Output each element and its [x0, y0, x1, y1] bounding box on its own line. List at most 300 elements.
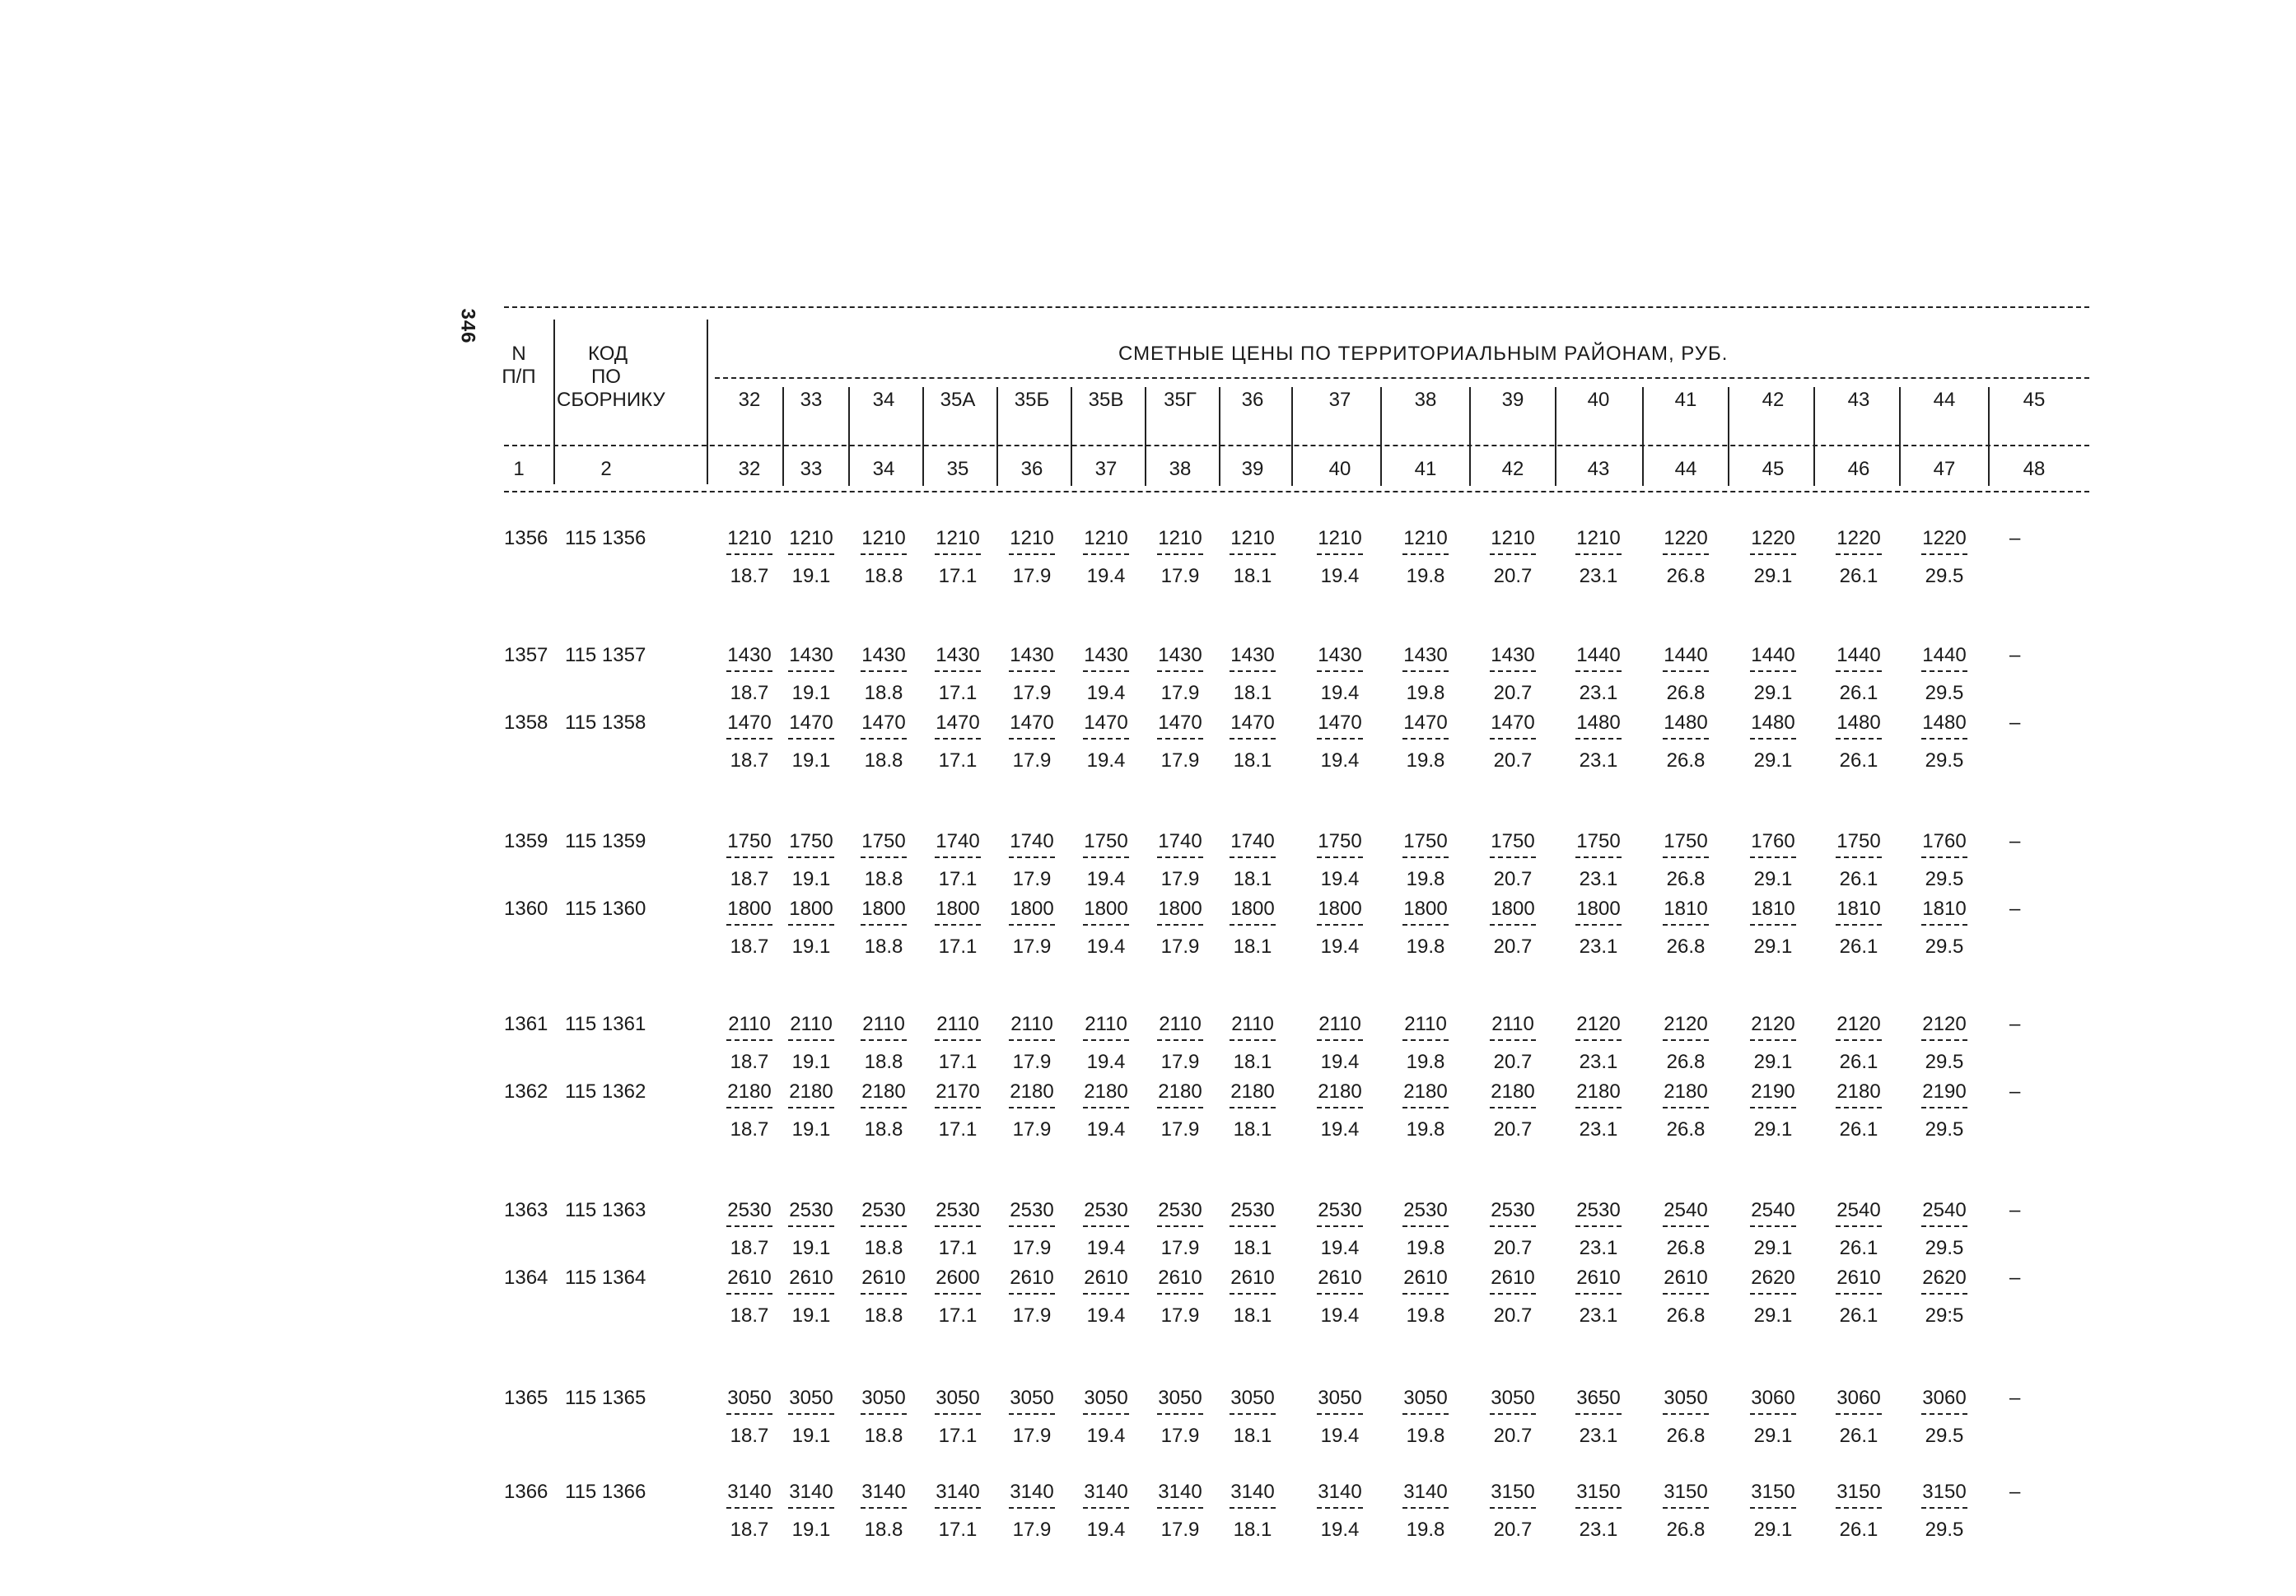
fraction-bar	[1083, 1413, 1129, 1415]
price-value: 1210	[1318, 527, 1362, 549]
price-value: 3050	[727, 1387, 772, 1409]
district-divider	[1219, 387, 1220, 486]
empty-column-dash: –	[2009, 830, 2021, 852]
mass-value: 26.8	[1666, 1519, 1706, 1541]
price-value: 1800	[789, 898, 833, 920]
mass-value: 29.5	[1925, 682, 1964, 704]
empty-column-dash: –	[2009, 1387, 2021, 1409]
price-cell	[1743, 1388, 1803, 1446]
mass-value: 17.9	[1012, 682, 1052, 704]
fraction-bar	[1921, 738, 1967, 740]
fraction-bar	[1157, 856, 1203, 858]
district-label: 35А	[940, 389, 976, 411]
price-value: 1220	[1836, 527, 1881, 549]
fraction-bar	[1083, 670, 1129, 672]
page-number: 346	[456, 308, 479, 344]
price-value: 2530	[727, 1199, 772, 1221]
price-value: 1220	[1922, 527, 1967, 549]
column-number: 1	[513, 458, 525, 480]
code-label-line1: КОД	[588, 343, 628, 365]
row-code: 115 1363	[565, 1199, 646, 1221]
price-cell	[1483, 1388, 1542, 1446]
district-divider	[1642, 387, 1644, 486]
mass-value: 17.1	[938, 749, 978, 772]
fraction-bar	[1921, 553, 1967, 555]
mass-value: 18.8	[864, 1118, 903, 1141]
mass-value: 20.7	[1493, 868, 1533, 890]
fraction-bar	[1921, 856, 1967, 858]
fraction-bar	[861, 856, 907, 858]
row-code: 115 1362	[565, 1080, 646, 1103]
fraction-bar	[1317, 1293, 1363, 1295]
price-cell	[928, 1268, 987, 1326]
mass-value: 18.1	[1233, 936, 1272, 958]
table-title: СМЕТНЫЕ ЦЕНЫ ПО ТЕРРИТОРИАЛЬНЫМ РАЙОНАМ, РУБ.	[1118, 343, 1729, 365]
mass-value: 23.1	[1579, 936, 1618, 958]
price-value: 1750	[1664, 830, 1708, 852]
price-cell	[1915, 646, 1974, 703]
mass-value: 26.1	[1839, 1237, 1878, 1259]
column-number: 46	[1847, 458, 1870, 480]
price-value: 1800	[936, 898, 980, 920]
price-value: 1210	[861, 527, 906, 549]
price-cell	[1829, 1388, 1888, 1446]
price-cell	[720, 646, 779, 703]
mass-value: 17.9	[1160, 749, 1200, 772]
price-cell	[1483, 1082, 1542, 1140]
mass-value: 29.5	[1925, 1051, 1964, 1073]
price-cell	[854, 1201, 913, 1258]
mass-value: 23.1	[1579, 1051, 1618, 1073]
fraction-bar	[1663, 553, 1709, 555]
price-cell	[1396, 832, 1455, 889]
mass-value: 29.1	[1753, 1425, 1793, 1447]
price-value: 1470	[789, 712, 833, 734]
fraction-bar	[1921, 670, 1967, 672]
row-code: 115 1361	[565, 1013, 646, 1035]
mass-value: 18.7	[730, 1051, 769, 1073]
price-value: 1810	[1664, 898, 1708, 920]
fraction-bar	[726, 856, 772, 858]
mass-value: 19.4	[1086, 749, 1126, 772]
np-label-line1: N	[511, 343, 526, 365]
fraction-bar	[1921, 1507, 1967, 1509]
fraction-bar	[1009, 856, 1055, 858]
price-cell	[1150, 529, 1210, 586]
price-cell	[1656, 1201, 1715, 1258]
fraction-bar	[1663, 670, 1709, 672]
fraction-bar	[1663, 856, 1709, 858]
district-divider	[922, 387, 924, 486]
price-value: 2180	[1010, 1080, 1054, 1103]
price-cell	[1310, 832, 1370, 889]
price-value: 2110	[1318, 1013, 1361, 1035]
price-cell	[1483, 529, 1542, 586]
price-value: 1470	[1403, 712, 1448, 734]
price-value: 2120	[1576, 1013, 1621, 1035]
price-value: 2530	[1403, 1199, 1448, 1221]
price-value: 2190	[1751, 1080, 1795, 1103]
mass-value: 17.9	[1160, 868, 1200, 890]
fraction-bar	[1921, 1225, 1967, 1227]
fraction-bar	[726, 670, 772, 672]
fraction-bar	[726, 738, 772, 740]
row-code: 115 1359	[565, 830, 646, 852]
fraction-bar	[1402, 1107, 1449, 1108]
mass-value: 29.1	[1753, 682, 1793, 704]
price-cell	[782, 899, 841, 957]
fraction-bar	[726, 1293, 772, 1295]
price-value: 1430	[1084, 644, 1128, 666]
price-value: 1430	[727, 644, 772, 666]
price-value: 1440	[1751, 644, 1795, 666]
price-value: 3050	[1084, 1387, 1128, 1409]
mass-value: 29.1	[1753, 1118, 1793, 1141]
fraction-bar	[861, 1107, 907, 1108]
fraction-bar	[1157, 1107, 1203, 1108]
price-value: 1750	[861, 830, 906, 852]
empty-column-dash: –	[2009, 898, 2021, 920]
mass-value: 18.8	[864, 1304, 903, 1327]
mass-value: 18.1	[1233, 565, 1272, 587]
price-cell	[782, 529, 841, 586]
fraction-bar	[1750, 1225, 1796, 1227]
price-cell	[1656, 1082, 1715, 1140]
price-cell	[854, 1082, 913, 1140]
price-value: 2620	[1922, 1267, 1967, 1289]
price-value: 2110	[1231, 1013, 1274, 1035]
price-value: 2180	[789, 1080, 833, 1103]
fraction-bar	[1083, 856, 1129, 858]
price-value: 1470	[1010, 712, 1054, 734]
fraction-bar	[935, 856, 981, 858]
price-value: 2610	[1010, 1267, 1054, 1289]
row-number: 1361	[504, 1013, 548, 1035]
mass-value: 17.1	[938, 1051, 978, 1073]
price-value: 3050	[1158, 1387, 1202, 1409]
mass-value: 17.9	[1160, 565, 1200, 587]
col-divider-1	[553, 320, 555, 484]
price-cell	[1396, 1268, 1455, 1326]
np-label-line2: П/П	[502, 366, 536, 388]
district-label: 40	[1587, 389, 1610, 411]
mass-value: 17.1	[938, 1237, 978, 1259]
fraction-bar	[1921, 1413, 1967, 1415]
price-cell	[854, 1482, 913, 1540]
column-number: 48	[2023, 458, 2046, 480]
mass-value: 18.1	[1233, 1118, 1272, 1141]
mass-value: 18.7	[730, 682, 769, 704]
mass-value: 26.1	[1839, 1425, 1878, 1447]
mass-value: 17.9	[1012, 936, 1052, 958]
price-cell	[1656, 1015, 1715, 1072]
price-value: 3140	[1158, 1481, 1202, 1503]
mass-value: 20.7	[1493, 682, 1533, 704]
price-value: 1470	[1318, 712, 1362, 734]
price-cell	[782, 1015, 841, 1072]
row-number: 1362	[504, 1080, 548, 1103]
price-value: 2190	[1922, 1080, 1967, 1103]
fraction-bar	[1317, 670, 1363, 672]
price-value: 2530	[936, 1199, 980, 1221]
row-code: 115 1360	[565, 898, 646, 920]
fraction-bar	[935, 553, 981, 555]
mass-value: 19.4	[1320, 1118, 1360, 1141]
fraction-bar	[1921, 924, 1967, 926]
mass-value: 20.7	[1493, 1304, 1533, 1327]
price-cell	[1829, 1015, 1888, 1072]
price-value: 3140	[1230, 1481, 1275, 1503]
code-label-line2: ПО	[591, 366, 621, 388]
fraction-bar	[1317, 1507, 1363, 1509]
mass-value: 17.9	[1012, 1519, 1052, 1541]
fraction-bar	[1921, 1107, 1967, 1108]
district-divider	[1469, 387, 1471, 486]
fraction-bar	[1402, 1507, 1449, 1509]
column-number: 45	[1762, 458, 1785, 480]
fraction-bar	[1490, 1507, 1536, 1509]
mass-value: 26.8	[1666, 565, 1706, 587]
price-cell	[1829, 899, 1888, 957]
district-divider	[1291, 387, 1293, 486]
price-value: 1800	[1318, 898, 1362, 920]
price-value: 1440	[1664, 644, 1708, 666]
mass-value: 26.1	[1839, 1304, 1878, 1327]
mass-value: 17.1	[938, 565, 978, 587]
price-value: 1430	[861, 644, 906, 666]
fraction-bar	[935, 1039, 981, 1041]
price-value: 3140	[789, 1481, 833, 1503]
district-label: 41	[1674, 389, 1697, 411]
mass-value: 18.8	[864, 1519, 903, 1541]
mass-value: 20.7	[1493, 1425, 1533, 1447]
fraction-bar	[1575, 1225, 1622, 1227]
price-value: 3060	[1922, 1387, 1967, 1409]
mass-value: 23.1	[1579, 749, 1618, 772]
fraction-bar	[1230, 856, 1276, 858]
mass-value: 26.1	[1839, 1051, 1878, 1073]
header-mid-rule	[504, 445, 2089, 446]
fraction-bar	[1575, 856, 1622, 858]
fraction-bar	[1317, 1039, 1363, 1041]
fraction-bar	[1402, 1293, 1449, 1295]
price-value: 3050	[1318, 1387, 1362, 1409]
mass-value: 19.1	[791, 565, 831, 587]
mass-value: 26.8	[1666, 1051, 1706, 1073]
price-value: 2180	[1836, 1080, 1881, 1103]
fraction-bar	[726, 1507, 772, 1509]
price-cell	[1223, 1015, 1282, 1072]
price-cell	[1569, 713, 1628, 771]
mass-value: 18.1	[1233, 1237, 1272, 1259]
fraction-bar	[1402, 924, 1449, 926]
district-divider	[782, 387, 784, 486]
fraction-bar	[1836, 856, 1882, 858]
mass-value: 19.1	[791, 1118, 831, 1141]
fraction-bar	[1083, 1107, 1129, 1108]
fraction-bar	[788, 1225, 834, 1227]
fraction-bar	[1663, 1507, 1709, 1509]
price-value: 1750	[1836, 830, 1881, 852]
price-value: 1760	[1751, 830, 1795, 852]
price-value: 1750	[1491, 830, 1535, 852]
mass-value: 26.8	[1666, 682, 1706, 704]
price-value: 2610	[861, 1267, 906, 1289]
empty-column-dash: –	[2009, 527, 2021, 549]
fraction-bar	[861, 1039, 907, 1041]
district-label: 38	[1414, 389, 1437, 411]
mass-value: 20.7	[1493, 1051, 1533, 1073]
mass-value: 19.8	[1406, 1051, 1445, 1073]
price-cell	[782, 1482, 841, 1540]
price-cell	[1150, 1388, 1210, 1446]
column-number: 42	[1501, 458, 1524, 480]
fraction-bar	[1836, 1507, 1882, 1509]
fraction-bar	[1750, 1107, 1796, 1108]
district-divider	[1728, 387, 1729, 486]
mass-value: 19.8	[1406, 936, 1445, 958]
price-value: 2540	[1836, 1199, 1881, 1221]
fraction-bar	[1836, 1413, 1882, 1415]
mass-value: 18.1	[1233, 1425, 1272, 1447]
price-cell	[1915, 1268, 1974, 1326]
price-cell	[720, 1015, 779, 1072]
fraction-bar	[1009, 738, 1055, 740]
mass-value: 19.4	[1320, 868, 1360, 890]
district-divider	[1555, 387, 1556, 486]
empty-column-dash: –	[2009, 1080, 2021, 1103]
fraction-bar	[1157, 738, 1203, 740]
price-value: 2180	[1318, 1080, 1362, 1103]
fraction-bar	[726, 1413, 772, 1415]
price-value: 1800	[727, 898, 772, 920]
price-value: 3150	[1576, 1481, 1621, 1503]
price-value: 1210	[936, 527, 980, 549]
fraction-bar	[861, 738, 907, 740]
price-value: 2530	[1084, 1199, 1128, 1221]
price-value: 1470	[1158, 712, 1202, 734]
column-number: 2	[600, 458, 612, 480]
price-value: 1800	[1010, 898, 1054, 920]
price-cell	[1829, 1082, 1888, 1140]
fraction-bar	[935, 1225, 981, 1227]
fraction-bar	[1009, 553, 1055, 555]
price-value: 1750	[1084, 830, 1128, 852]
price-cell	[1915, 1482, 1974, 1540]
price-cell	[1223, 832, 1282, 889]
fraction-bar	[1836, 670, 1882, 672]
price-value: 1440	[1922, 644, 1967, 666]
price-cell	[1743, 1082, 1803, 1140]
price-cell	[1743, 1015, 1803, 1072]
fraction-bar	[1575, 1039, 1622, 1041]
price-cell	[1076, 899, 1136, 957]
price-cell	[928, 1482, 987, 1540]
mass-value: 23.1	[1579, 1519, 1618, 1541]
price-cell	[782, 1388, 841, 1446]
price-cell	[1569, 1482, 1628, 1540]
mass-value: 19.4	[1320, 1304, 1360, 1327]
price-value: 2610	[1576, 1267, 1621, 1289]
mass-value: 19.4	[1320, 1237, 1360, 1259]
price-cell	[1150, 1201, 1210, 1258]
price-value: 1810	[1922, 898, 1967, 920]
price-cell	[1743, 713, 1803, 771]
price-value: 1210	[789, 527, 833, 549]
fraction-bar	[1490, 1293, 1536, 1295]
price-cell	[720, 1082, 779, 1140]
mass-value: 19.4	[1320, 682, 1360, 704]
mass-value: 17.9	[1012, 1304, 1052, 1327]
price-cell	[1396, 529, 1455, 586]
price-value: 3050	[1010, 1387, 1054, 1409]
empty-column-dash: –	[2009, 712, 2021, 734]
fraction-bar	[861, 670, 907, 672]
mass-value: 29.1	[1753, 1519, 1793, 1541]
fraction-bar	[1402, 553, 1449, 555]
price-cell	[1656, 1482, 1715, 1540]
price-value: 2600	[936, 1267, 980, 1289]
mass-value: 18.7	[730, 1237, 769, 1259]
mass-value: 18.1	[1233, 749, 1272, 772]
fraction-bar	[1009, 924, 1055, 926]
price-value: 3050	[1664, 1387, 1708, 1409]
price-value: 1430	[1491, 644, 1535, 666]
price-cell	[854, 646, 913, 703]
empty-column-dash: –	[2009, 1267, 2021, 1289]
price-value: 1750	[1318, 830, 1362, 852]
fraction-bar	[1009, 1039, 1055, 1041]
fraction-bar	[1317, 856, 1363, 858]
row-number: 1360	[504, 898, 548, 920]
price-value: 2610	[1318, 1267, 1362, 1289]
mass-value: 18.7	[730, 1118, 769, 1141]
fraction-bar	[861, 1507, 907, 1509]
price-cell	[928, 1201, 987, 1258]
fraction-bar	[1230, 1039, 1276, 1041]
price-value: 1750	[789, 830, 833, 852]
price-cell	[1915, 832, 1974, 889]
fraction-bar	[1009, 1107, 1055, 1108]
mass-value: 17.1	[938, 1118, 978, 1141]
price-cell	[854, 1388, 913, 1446]
fraction-bar	[726, 1225, 772, 1227]
fraction-bar	[1230, 738, 1276, 740]
price-cell	[1396, 1201, 1455, 1258]
price-value: 1470	[936, 712, 980, 734]
price-value: 3050	[861, 1387, 906, 1409]
price-cell	[1223, 1482, 1282, 1540]
price-cell	[1002, 1201, 1062, 1258]
price-cell	[1002, 899, 1062, 957]
mass-value: 26.8	[1666, 1118, 1706, 1141]
fraction-bar	[1083, 1039, 1129, 1041]
mass-value: 17.9	[1012, 1118, 1052, 1141]
mass-value: 17.9	[1012, 1237, 1052, 1259]
price-value: 2180	[1491, 1080, 1535, 1103]
code-label-line3: СБОРНИКУ	[557, 389, 665, 411]
price-value: 3150	[1664, 1481, 1708, 1503]
row-code: 115 1364	[565, 1267, 646, 1289]
price-cell	[1076, 1482, 1136, 1540]
price-value: 3060	[1751, 1387, 1795, 1409]
fraction-bar	[1921, 1293, 1967, 1295]
mass-value: 17.9	[1160, 1118, 1200, 1141]
fraction-bar	[1009, 1413, 1055, 1415]
fraction-bar	[1575, 553, 1622, 555]
row-number: 1365	[504, 1387, 548, 1409]
price-cell	[1223, 1388, 1282, 1446]
